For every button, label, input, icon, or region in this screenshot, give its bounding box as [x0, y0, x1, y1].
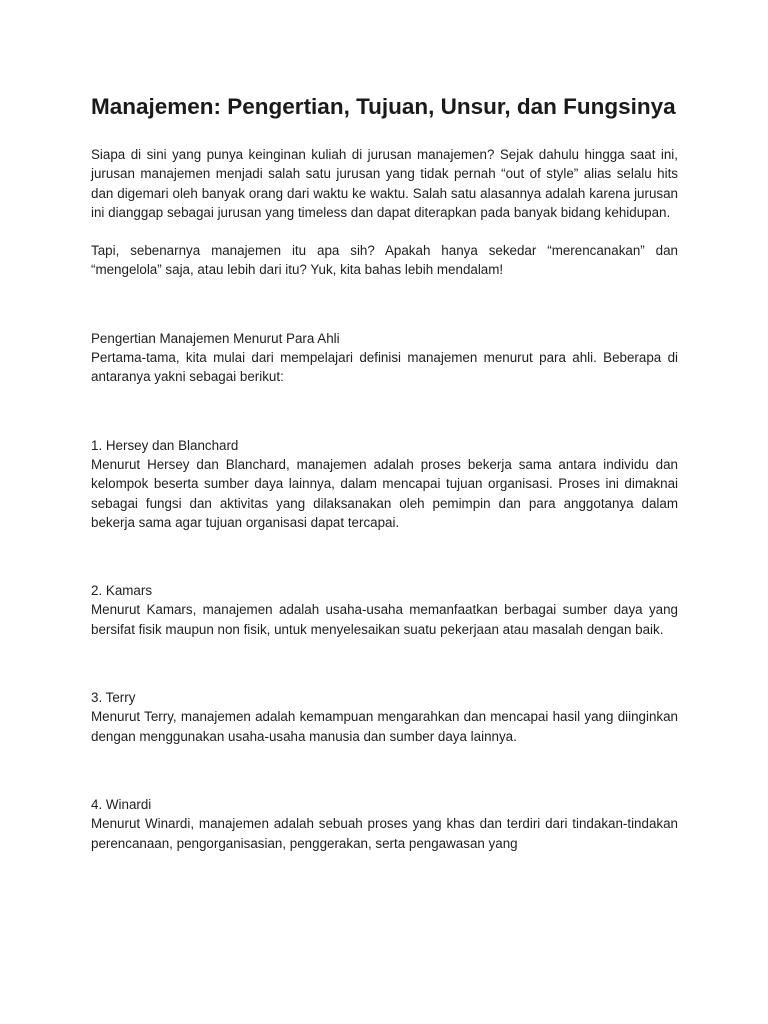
spacer [91, 387, 678, 436]
section-intro: Pertama-tama, kita mulai dari mempelajari definisi manajemen menurut para ahli. Beberapa di antaranya yakni sebagai berikut: [91, 350, 678, 385]
document-title: Manajemen: Pengertian, Tujuan, Unsur, dan Fungsinya [91, 94, 676, 119]
spacer [91, 532, 678, 581]
definition-text: Menurut Terry, manajemen adalah kemampuan mengarahkan dan mencapai hasil yang diinginkan dengan menggunakan usaha-usaha manusia dan sumber daya lainnya. [91, 709, 678, 744]
truncated-text-clip [91, 814, 678, 854]
intro-paragraph-1: Siapa di sini yang punya keinginan kuliah di jurusan manajemen? Sejak dahulu hingga saat ini, jurusan manajemen menjadi salah satu jurusan yang tidak pernah “out of style” alias selalu hits dan digemari oleh banyak orang dari waktu ke waktu. Salah satu alasannya adalah karena jurusan ini dianggap sebagai jurusan yang timeless dan dapat diterapkan pada banyak bidang kehidupan. [91, 147, 678, 220]
definition-text: Menurut Winardi, manajemen adalah sebuah proses yang khas dan terdiri dari tindakan-tindakan perencanaan, pengorganisasian, penggerakan, serta pengawasan yang [91, 816, 678, 851]
definition-heading: 1. Hersey dan Blanchard [91, 437, 239, 453]
spacer [91, 639, 678, 688]
intro-paragraph-2: Tapi, sebenarnya manajemen itu apa sih? Apakah hanya sekedar “merencanakan” dan “mengelola” saja, atau lebih dari itu? Yuk, kita bahas lebih mendalam! [91, 243, 678, 278]
spacer [91, 222, 678, 241]
definition-text: Menurut Hersey dan Blanchard, manajemen adalah proses bekerja sama antara individu dan kelompok beserta sumber daya lainnya, dalam mencapai tujuan organisasi. Proses ini dimaknai sebagai fungsi dan aktivitas yang dilaksanakan oleh pemimpin dan para anggotanya dalam bekerja sama agar tujuan organisasi dapat tercapai. [91, 456, 678, 530]
definition-heading: 3. Terry [91, 690, 136, 706]
definition-heading: 2. Kamars [91, 583, 153, 599]
definition-heading: 4. Winardi [91, 796, 152, 812]
definition-text: Menurut Kamars, manajemen adalah usaha-usaha memanfaatkan berbagai sumber daya yang bersifat fisik maupun non fisik, untuk menyelesaikan suatu pekerjaan atau masalah dengan baik. [91, 602, 678, 637]
document-page [91, 92, 678, 854]
spacer [91, 280, 678, 329]
spacer [91, 746, 678, 795]
section-heading: Pengertian Manajemen Menurut Para Ahli [91, 330, 340, 346]
